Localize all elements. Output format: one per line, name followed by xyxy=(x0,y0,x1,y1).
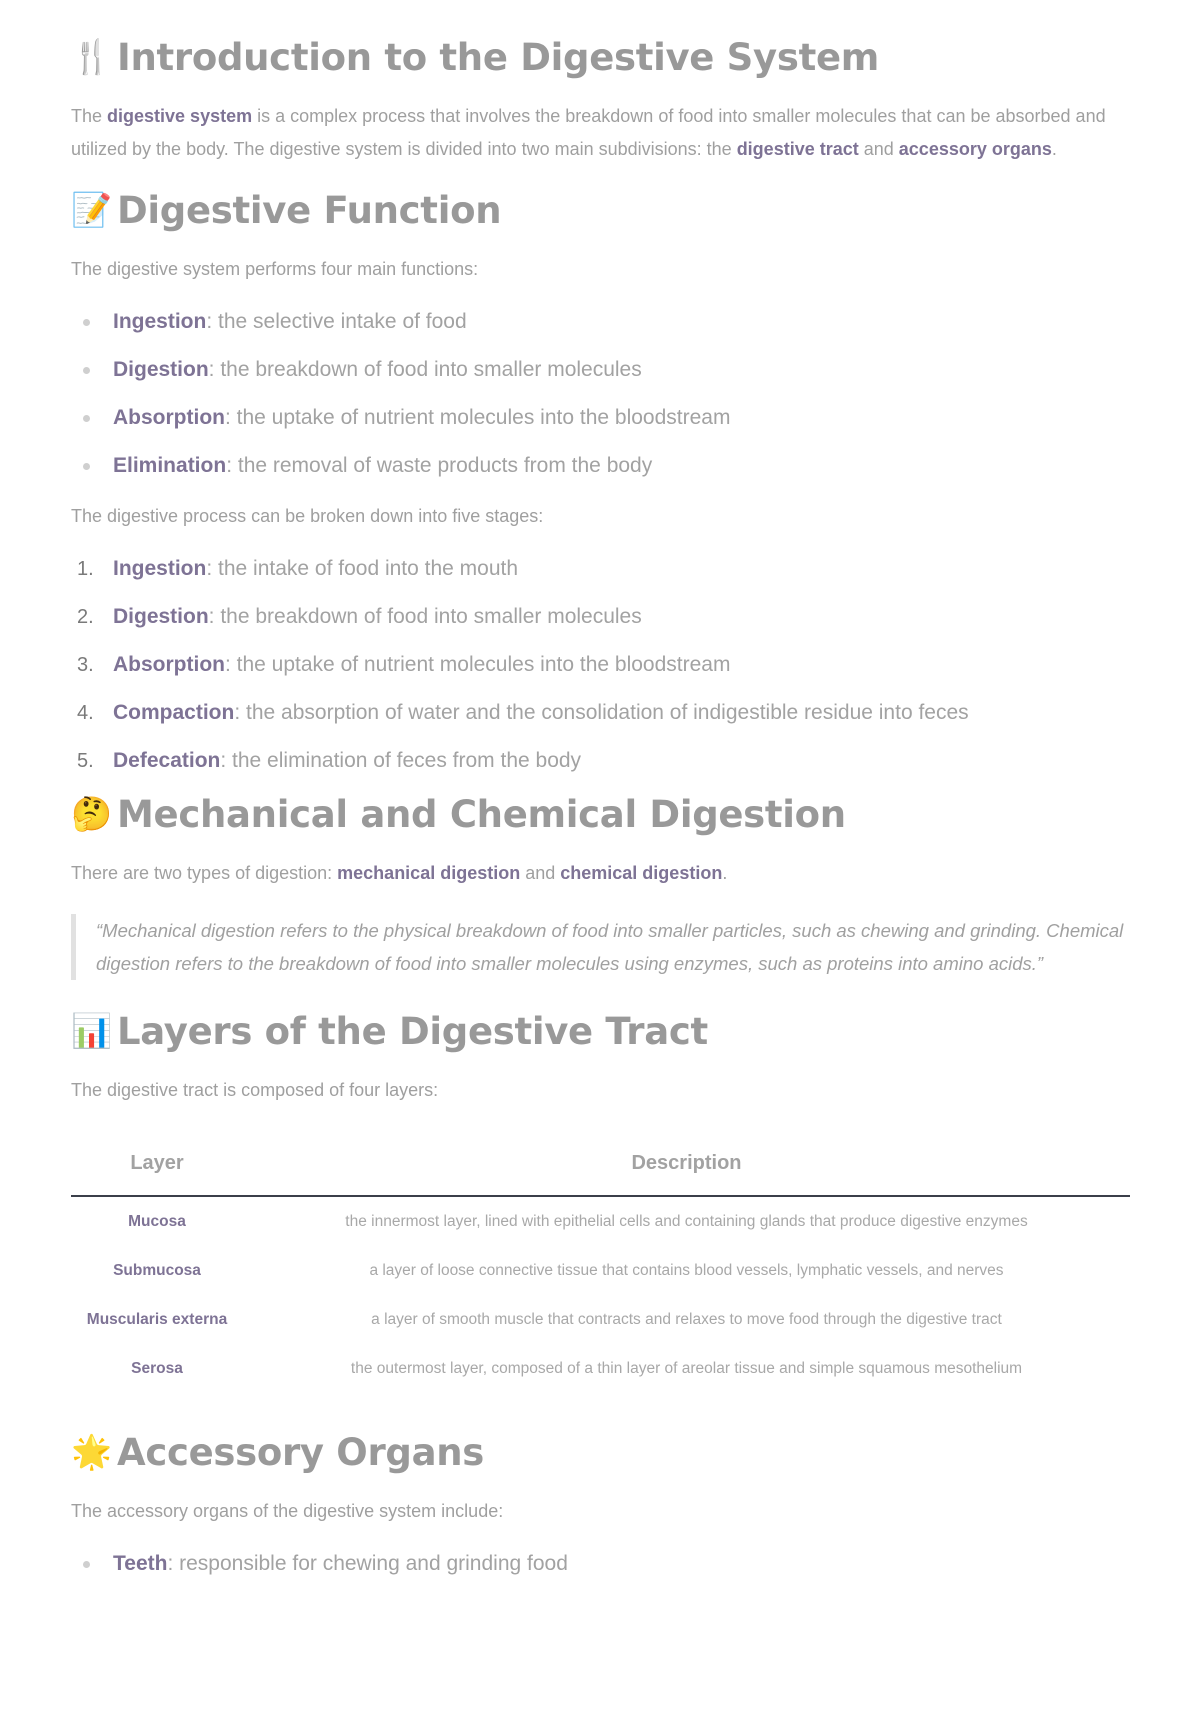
list-item-term: Compaction xyxy=(113,701,235,724)
list-item-text: : the absorption of water and the consolidation of indigestible residue into feces xyxy=(234,701,969,724)
term-accessory-organs: accessory organs xyxy=(898,139,1052,159)
list-item-text: : the uptake of nutrient molecules into the bloodstream xyxy=(224,653,731,676)
layer-description: a layer of loose connective tissue that contains blood vessels, lymphatic vessels, and nerves xyxy=(369,1261,1004,1279)
list-item xyxy=(71,545,1129,593)
list-item-text: : the uptake of nutrient molecules into the bloodstream xyxy=(224,406,731,429)
fork-and-knife-icon: 🍴 xyxy=(71,37,112,76)
column-header-layer: Layer xyxy=(71,1131,243,1196)
intro-text: The xyxy=(71,106,108,126)
list-item-term: Digestion xyxy=(113,358,209,381)
table-row xyxy=(71,1246,1130,1295)
mechanical-heading xyxy=(71,785,1129,843)
list-item-number: 1. xyxy=(77,558,94,580)
intro-text: . xyxy=(1051,139,1057,159)
mechanical-text: . xyxy=(722,863,728,883)
layer-description: the innermost layer, lined with epithelial cells and containing glands that produce digestive enzymes xyxy=(345,1212,1028,1230)
intro-text: is a complex process that involves the breakdown of food into smaller molecules that can be absorbed and utilized by the body. The digestive system is divided into two main subdivisions: the xyxy=(71,106,1106,159)
list-item xyxy=(71,346,1129,394)
accessory-lead: The accessory organs of the digestive system include: xyxy=(71,1501,504,1521)
function-title: Digestive Function xyxy=(117,188,502,232)
column-header-description: Description xyxy=(243,1131,1130,1196)
list-item-term: Teeth xyxy=(113,1552,168,1575)
layers-heading xyxy=(71,1002,1129,1060)
list-item-term: Digestion xyxy=(113,605,209,628)
term-mechanical-digestion: mechanical digestion xyxy=(337,863,521,883)
list-item-text: : the breakdown of food into smaller molecules xyxy=(208,605,642,628)
mechanical-paragraph xyxy=(71,857,1129,890)
list-item xyxy=(71,442,1129,490)
table-row xyxy=(71,1196,1130,1246)
term-chemical-digestion: chemical digestion xyxy=(560,863,723,883)
list-item-term: Ingestion xyxy=(113,310,207,333)
term-digestive-system: digestive system xyxy=(107,106,253,126)
list-item xyxy=(71,394,1129,442)
mechanical-text: and xyxy=(520,863,561,883)
layer-name: Serosa xyxy=(131,1359,183,1377)
table-row xyxy=(71,1295,1130,1344)
list-item xyxy=(71,1540,1129,1588)
accessory-list xyxy=(71,1540,1129,1588)
thinking-face-icon: 🤔 xyxy=(71,794,112,833)
list-item-number: 3. xyxy=(77,654,94,676)
accessory-title: Accessory Organs xyxy=(117,1430,485,1474)
list-item-text: : responsible for chewing and grinding food xyxy=(167,1552,568,1575)
mechanical-title: Mechanical and Chemical Digestion xyxy=(117,792,846,836)
list-item-text: : the selective intake of food xyxy=(206,310,467,333)
layers-lead: The digestive tract is composed of four layers: xyxy=(71,1080,439,1100)
list-item xyxy=(71,593,1129,641)
list-item-term: Elimination xyxy=(113,454,227,477)
layers-title: Layers of the Digestive Tract xyxy=(117,1009,708,1053)
intro-text: and xyxy=(858,139,899,159)
intro-paragraph xyxy=(71,100,1129,166)
digestion-quote: “Mechanical digestion refers to the physical breakdown of food into smaller particles, such as chewing and grinding. Chemical digestion refers to the breakdown of food into smaller molecules using enzymes, such as proteins into amino acids.” xyxy=(71,914,1129,980)
stages-list xyxy=(71,545,1129,785)
list-item-text: : the elimination of feces from the body xyxy=(220,749,582,772)
function-lead: The digestive system performs four main functions: xyxy=(71,259,479,279)
intro-title: Introduction to the Digestive System xyxy=(117,35,880,79)
layer-description: the outermost layer, composed of a thin layer of areolar tissue and simple squamous mesothelium xyxy=(350,1359,1023,1377)
function-heading xyxy=(71,181,1129,239)
function-list xyxy=(71,298,1129,490)
list-item-term: Defecation xyxy=(113,749,221,772)
term-digestive-tract: digestive tract xyxy=(736,139,859,159)
intro-heading xyxy=(71,28,1129,86)
list-item-text: : the intake of food into the mouth xyxy=(206,557,519,580)
glowing-star-icon: 🌟 xyxy=(71,1432,112,1471)
layer-name: Mucosa xyxy=(128,1212,186,1230)
layers-table xyxy=(71,1131,1130,1393)
list-item-text: : the removal of waste products from the body xyxy=(226,454,653,477)
list-item xyxy=(71,641,1129,689)
table-header-row xyxy=(71,1131,1130,1196)
layer-description: a layer of smooth muscle that contracts and relaxes to move food through the digestive tract xyxy=(371,1310,1002,1328)
accessory-heading xyxy=(71,1423,1129,1481)
list-item-number: 5. xyxy=(77,750,94,772)
list-item-term: Absorption xyxy=(113,406,225,429)
memo-icon: 📝 xyxy=(71,190,112,229)
stages-lead: The digestive process can be broken down into five stages: xyxy=(71,506,544,526)
table-row xyxy=(71,1344,1130,1393)
list-item xyxy=(71,298,1129,346)
layer-name: Muscularis externa xyxy=(86,1310,228,1328)
list-item-term: Absorption xyxy=(113,653,225,676)
mechanical-text: There are two types of digestion: xyxy=(71,863,338,883)
bar-chart-icon: 📊 xyxy=(71,1011,112,1050)
list-item-number: 2. xyxy=(77,606,94,628)
list-item-number: 4. xyxy=(77,702,94,724)
list-item xyxy=(71,689,1129,737)
list-item-text: : the breakdown of food into smaller molecules xyxy=(208,358,642,381)
layer-name: Submucosa xyxy=(113,1261,201,1279)
list-item xyxy=(71,737,1129,785)
list-item-term: Ingestion xyxy=(113,557,207,580)
